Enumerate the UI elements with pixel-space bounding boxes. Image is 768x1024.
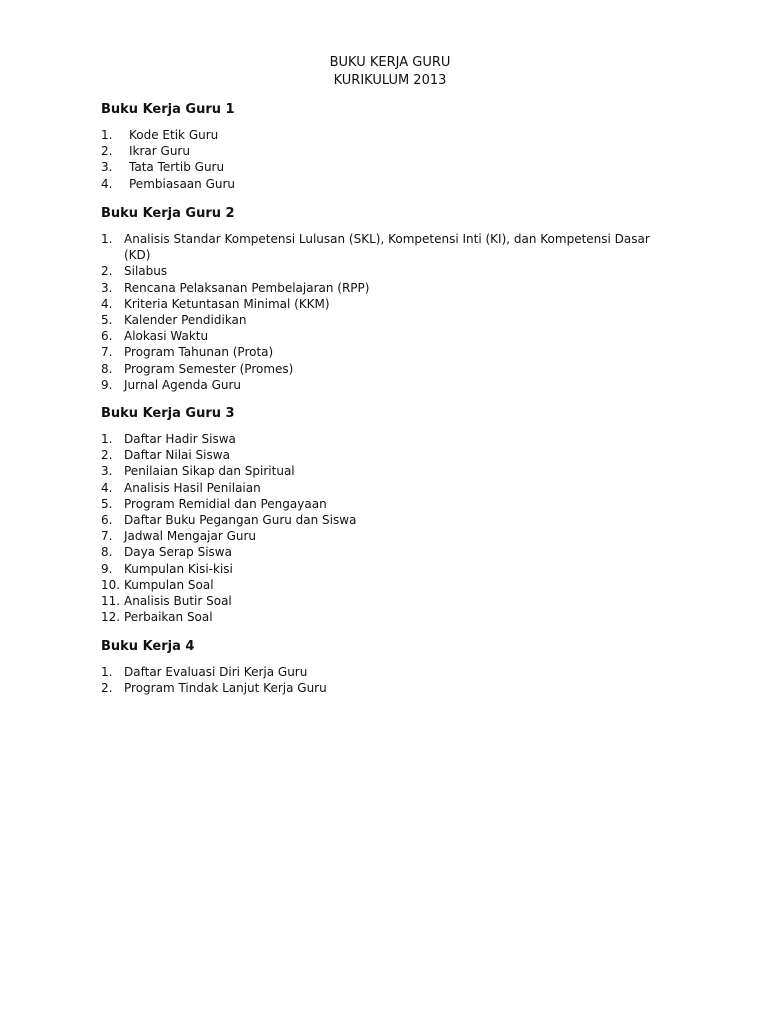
item-text: Program Semester (Promes): [124, 361, 294, 376]
list-item: [101, 312, 671, 328]
item-text: Perbaikan Soal: [124, 610, 213, 625]
item-number: 8.: [101, 361, 113, 376]
item-number: 2.: [101, 448, 113, 463]
item-text: Penilaian Sikap dan Spiritual: [124, 464, 295, 479]
list-item: [101, 176, 671, 192]
item-text: Program Remidial dan Pengayaan: [124, 496, 327, 511]
item-text: Daya Serap Siswa: [124, 545, 232, 560]
item-number: 4.: [101, 296, 113, 311]
section-heading: Buku Kerja Guru 1: [101, 102, 235, 117]
list-item: [101, 280, 671, 296]
item-text: Kumpulan Kisi-kisi: [124, 561, 233, 576]
item-number: 1.: [101, 432, 113, 446]
item-number: 3.: [101, 464, 113, 479]
list-item: [101, 480, 671, 496]
list-item: [101, 664, 671, 680]
list-item: [101, 593, 671, 609]
list-item: [101, 512, 671, 528]
item-number: 1.: [101, 128, 113, 142]
section-buku-kerja-guru-1: [101, 101, 671, 192]
list-item: [101, 143, 671, 159]
item-text: Ikrar Guru: [129, 144, 190, 159]
list-item: [101, 377, 671, 393]
list-item: [101, 431, 671, 447]
list-item: [101, 361, 671, 377]
list-item: [101, 159, 671, 175]
list-item: [101, 344, 671, 360]
item-number: 3.: [101, 280, 113, 295]
list-item: [101, 463, 671, 479]
list-item: [101, 328, 671, 344]
item-text: Analisis Hasil Penilaian: [124, 480, 261, 495]
section-list: [101, 127, 671, 192]
item-text: Kriteria Ketuntasan Minimal (KKM): [124, 296, 330, 311]
item-number: 10.: [101, 577, 121, 592]
item-text: Program Tahunan (Prota): [124, 345, 274, 360]
item-text: Kalender Pendidikan: [124, 313, 247, 328]
list-item: [101, 296, 671, 312]
item-number: 7.: [101, 529, 113, 544]
section-heading: Buku Kerja Guru 3: [101, 406, 235, 421]
item-text: Jadwal Mengajar Guru: [124, 529, 257, 544]
list-item: [101, 680, 671, 696]
item-number: 2.: [101, 144, 113, 159]
list-item: [101, 528, 671, 544]
item-number: 8.: [101, 545, 113, 560]
item-text: Daftar Buku Pegangan Guru dan Siswa: [124, 513, 357, 528]
item-number: 5.: [101, 496, 113, 511]
item-number: 4.: [101, 176, 113, 191]
item-text: Kode Etik Guru: [129, 128, 219, 142]
item-number: 9.: [101, 377, 113, 392]
item-number: 2.: [101, 264, 113, 279]
list-item: [101, 127, 671, 143]
item-number: 9.: [101, 561, 113, 576]
list-item: [101, 544, 671, 560]
section-buku-kerja-guru-3: [101, 405, 671, 625]
item-number: 12.: [101, 610, 121, 625]
section-list: [101, 231, 671, 393]
section-buku-kerja-4: [101, 638, 671, 696]
item-number: 4.: [101, 480, 113, 495]
item-number: 5.: [101, 313, 113, 328]
title-line-2: KURIKULUM 2013: [333, 73, 447, 88]
section-list: [101, 664, 671, 696]
section-list: [101, 431, 671, 625]
item-text: Analisis Standar Kompetensi Lulusan (SKL), Kompetensi Inti (KI), dan Kompetensi Dasar (KD): [124, 232, 650, 263]
list-item: [101, 577, 671, 593]
list-item: [101, 263, 671, 279]
list-item: [101, 447, 671, 463]
item-text: Daftar Nilai Siswa: [124, 448, 230, 463]
item-text: Pembiasaan Guru: [129, 176, 236, 191]
section-heading: Buku Kerja Guru 2: [101, 206, 235, 221]
item-number: 1.: [101, 665, 113, 679]
item-number: 2.: [101, 681, 113, 696]
item-text: Daftar Hadir Siswa: [124, 432, 236, 446]
list-item: [101, 496, 671, 512]
item-number: 1.: [101, 232, 113, 246]
section-heading: Buku Kerja 4: [101, 639, 195, 654]
item-text: Alokasi Waktu: [124, 329, 209, 344]
item-text: Rencana Pelaksanan Pembelajaran (RPP): [124, 280, 370, 295]
item-text: Program Tindak Lanjut Kerja Guru: [124, 681, 327, 696]
item-number: 3.: [101, 160, 113, 175]
item-text: Tata Tertib Guru: [129, 160, 225, 175]
title-line-1: BUKU KERJA GURU: [329, 55, 451, 70]
list-item: [101, 231, 671, 263]
item-number: 6.: [101, 513, 113, 528]
list-item: [101, 561, 671, 577]
item-text: Daftar Evaluasi Diri Kerja Guru: [124, 665, 308, 679]
item-number: 7.: [101, 345, 113, 360]
item-text: Kumpulan Soal: [124, 577, 214, 592]
section-buku-kerja-guru-2: [101, 205, 671, 393]
item-text: Analisis Butir Soal: [124, 594, 232, 609]
item-number: 6.: [101, 329, 113, 344]
list-item: [101, 609, 671, 625]
item-text: Silabus: [124, 264, 168, 279]
item-number: 11.: [101, 594, 121, 609]
item-text: Jurnal Agenda Guru: [124, 377, 242, 392]
document-title: [0, 54, 768, 90]
